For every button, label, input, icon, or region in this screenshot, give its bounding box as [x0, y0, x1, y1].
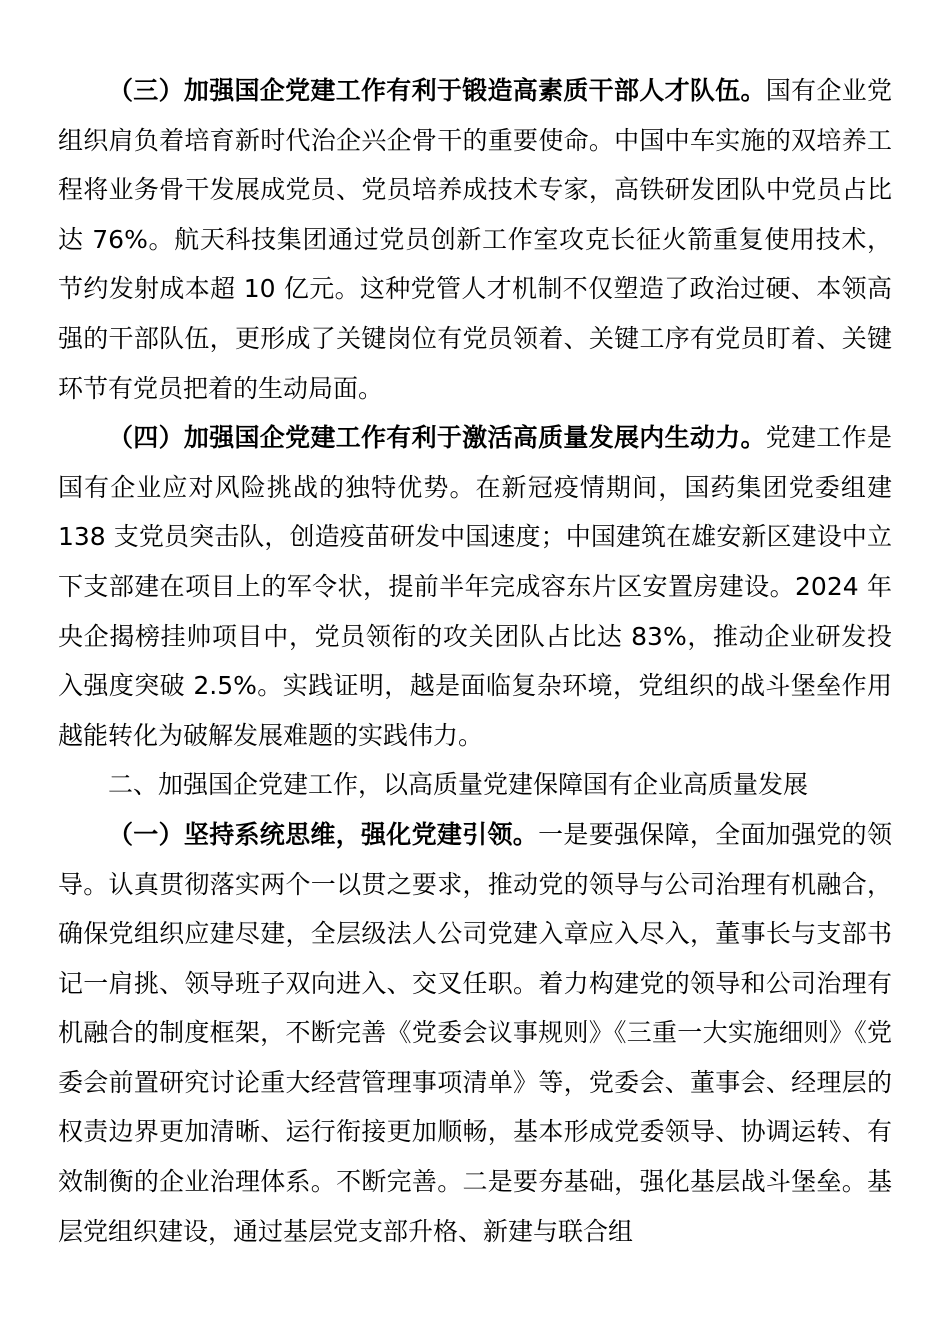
- paragraph-lead: （一）坚持系统思维，强化党建引领。: [108, 819, 539, 849]
- document-page: [58, 66, 892, 1256]
- paragraph-body: 一是要强保障，全面加强党的领导。认真贯彻落实两个一以贯之要求，推动党的领导与公司治理有机融合，确保党组织应建尽建，全层级法人公司党建入章应入尽入，董事长与支部书记一肩挑、领导班子双向进入、交叉任职。着力构建党的领导和公司治理有机融合的制度框架，不断完善《党委会议事规则》《三重一大实施细则》《党委会前置研究讨论重大经营管理事项清单》等，党委会、董事会、经理层的权责边界更加清晰、运行衔接更加顺畅，基本形成党委领导、协调运转、有效制衡的企业治理体系。不断完善。二是要夯基础，强化基层战斗堡垒。基层党组织建设，通过基层党支部升格、新建与联合组: [58, 819, 892, 1246]
- paragraph-lead: （四）加强国企党建工作有利于激活高质量发展内生动力。: [108, 423, 766, 453]
- paragraph-body: 党建工作是国有企业应对风险挑战的独特优势。在新冠疫情期间，国药集团党委组建 138 支党员突击队，创造疫苗研发中国速度；中国建筑在雄安新区建设中立下支部建在项目上的军令状，提前半年完成容东片区安置房建设。2024 年央企揭榜挂帅项目中，党员领衔的攻关团队占比达 83%，推动企业研发投入强度突破 2.5%。实践证明，越是面临复杂环境，党组织的战斗堡垒作用越能转化为破解发展难题的实践伟力。: [58, 423, 892, 750]
- paragraph-cadre-talent: [58, 66, 892, 413]
- section-heading: 二、加强国企党建工作，以高质量党建保障国有企业高质量发展: [108, 770, 809, 800]
- paragraph-body: 国有企业党组织肩负着培育新时代治企兴企骨干的重要使命。中国中车实施的双培养工程将业务骨干发展成党员、党员培养成技术专家，高铁研发团队中党员占比达 76%。航天科技集团通过党员创新工作室攻克长征火箭重复使用技术，节约发射成本超 10 亿元。这种党管人才机制不仅塑造了政治过硬、本领高强的干部队伍，更形成了关键岗位有党员领着、关键工序有党员盯着、关键环节有党员把着的生动局面。: [58, 76, 892, 403]
- paragraph-system-thinking: [58, 810, 892, 1256]
- paragraph-development-momentum: [58, 413, 892, 760]
- paragraph-lead: （三）加强国企党建工作有利于锻造高素质干部人才队伍。: [108, 76, 766, 105]
